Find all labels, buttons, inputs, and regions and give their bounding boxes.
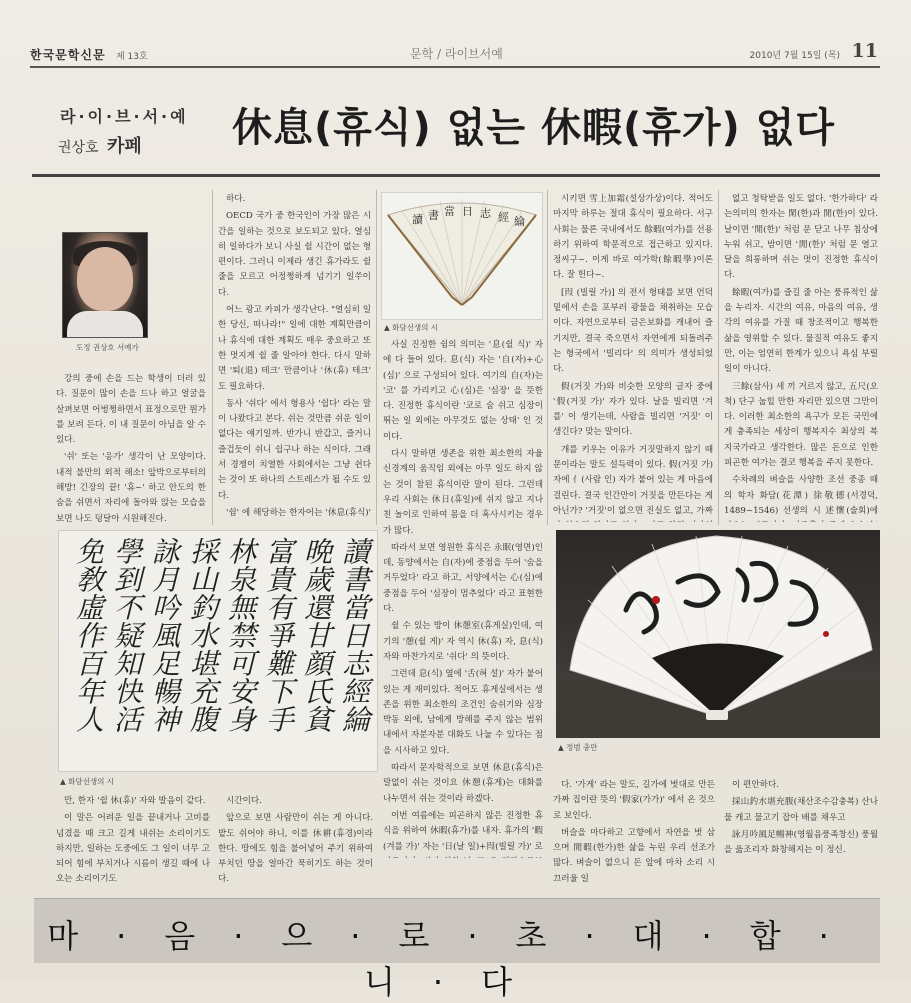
column-1-bottom [56, 794, 210, 890]
svg-text:日: 日 [462, 205, 473, 218]
photo-caption: 도정 권상호 서예가 [76, 343, 139, 352]
bottom-banner [34, 898, 880, 1001]
fan1-caption: ▲ 화담선생의 시 [384, 323, 439, 332]
paragraph: 다. '가게' 라는 말도, 길가에 벗대로 만든 가짜 집이란 뜻의 '假家(가가)' 에서 온 것으로 보인다. [553, 780, 715, 821]
author-tag: 카페 [107, 136, 142, 157]
author-photo [62, 232, 148, 338]
issue-date: 2010년 7월 15일 (목) [749, 51, 840, 61]
issue-number: 제 13호 [116, 52, 148, 62]
paragraph: 다시 말하면 생존을 위한 최소한의 자율신경계의 움직임 외에는 아무 일도 하지 않는 것이 참된 휴식이란 말이 된다. 그런데 우리 사회는 休日(휴일)에 쉬지 않고 지나친 놀이로 인하여 몸을 더 혹사시키는 경우가 많다. [383, 449, 543, 536]
calligraphy-line: 富貴有爭難下手 [262, 537, 295, 733]
column-divider [547, 190, 548, 525]
svg-text:志: 志 [480, 207, 491, 220]
paragraph: 쉴 수 있는 방이 休憩室(휴게실)인데, 여기의 '憩(쉴 게)' 자 역시 休(휴) 자, 息(식) 자와 마찬가지로 '쉬다' 의 뜻이다. [383, 621, 543, 662]
paragraph: OECD 국가 중 한국인이 가장 많은 시간을 일하는 것으로 보도되고 있다. 열심히 일하다가 보니 사실 쉴 시간이 없는 형편이다. 그러니 이제라 생긴 휴가라도 쉴 줄을 모르고 어정쩡하게 넘기기 일쑤이다. [218, 211, 371, 298]
banner-text: 마·음·으·로·초·대·합·니·다 [47, 917, 867, 1001]
paragraph: '쉼' 에 해당하는 한자어는 '休息(휴식)' [226, 507, 371, 518]
section-name: 문학 / 라이브서예 [410, 47, 503, 61]
paragraph: 假(거짓 가)와 비슷한 모양의 글자 중에 '假(거짓 가)' 자가 있다. 날을 빌리면 '겨를' 이 생기는데, 사람을 빌리면 '거짓' 이 생긴다? 맞는 말이다. [553, 381, 713, 438]
column-divider [718, 190, 719, 525]
page-header [30, 40, 880, 68]
photo-shirt [67, 311, 143, 337]
paragraph: 동사 '쉬다' 에서 형용사 '쉽다' 라는 말이 나왔다고 본다. 쉬는 것만큼 쉬운 일이 없다는 얘기일까. 반가니 반갑고, 즐거니 즐겁듯이 쉬니 쉽구나 하는 식이다. 그래서 경쟁이 치열한 사회에서는 그냥 쉰다는 것이 또 하나의 스트레스가 될 수도 있다. [218, 398, 371, 501]
paragraph: [叚 (빌릴 가)] 의 전서 형태를 보면 언덕 밑에서 손을 포부러 광물을 채취하는 모습이다. 자연으로부터 금은보화를 캐내어 즐기지만, 결국 죽으면서 자연에게 되돌려주는 형국에서 '빌리다' 의 의미가 생성되었다. [553, 287, 713, 375]
calligraphy-line: 免敎虛作百年人 [72, 537, 105, 733]
paragraph: 따라서 문자학적으로 보면 休息(휴식)은 말없이 쉬는 것이요 休憩(휴게)는 대화를 나누면서 쉬는 것이라 하겠다. [383, 763, 543, 804]
calligraphy-artwork [58, 530, 378, 772]
paragraph: 사실 진정한 쉼의 의미는 '息(쉴 식)' 자에 다 들어 있다. 息(식) 자는 '自(자)+心(심)' 으로 구성되어 있다. 여기의 自(자)는 '코' 를 가리키고 心(심)은 '심장' 을 뜻한다. 진정한 휴식이란 '코로 숨 쉬고 심장이 뛰는 일 외에는 아무것도 없는 상태' 인 것이다. [383, 340, 543, 442]
svg-text:書: 書 [428, 209, 439, 222]
column-2-bottom [218, 794, 373, 890]
fan-photo [556, 530, 880, 738]
calligraphy-caption: ▲ 화담선생의 시 [60, 777, 115, 786]
page-number: 11 [851, 40, 878, 62]
paragraph: 개를 키우는 이유가 거짓말하지 않기 때문이라는 말도 설득력이 있다. 假(거짓 가) 자에 亻(사람 인) 자가 붙어 있는 게 마음에 걸린다. 결국 인간만이 거짓을 만든다는 게 아닌가? '거짓'이 없으면 진실도 없고, 가짜 [553, 444, 713, 516]
column-divider [376, 190, 377, 525]
author-name: 권상호 [58, 140, 99, 156]
column-4-bottom [553, 778, 715, 890]
author-line [58, 132, 142, 158]
paragraph: 강의 중에 손을 드는 학생이 더러 있다. 질문이 많이 손을 드나 하고 얼굴을 살펴보면 어벙쩡하면서 표정으로만 뭔가를 보려 든다. 이 내 질문이 아님을 알 수 있다. [56, 374, 206, 446]
paragraph: 하다. [226, 194, 246, 204]
svg-text:經: 經 [498, 211, 509, 224]
paragraph: 이 말은 어려운 일을 끝내거나 고비를 넘겼을 때 크고 길게 내쉬는 소리이기도 하지만, 일하는 도중에도 그 일이 너무 고되어 힘에 부치거나 시름이 생길 때에 나오는 소리이기도 [56, 813, 210, 885]
column-1 [56, 372, 206, 522]
photo-face [77, 247, 133, 311]
svg-text:讀: 讀 [412, 213, 423, 226]
headline: 休息(휴식) 없는 休暇(휴가) 없다 [232, 105, 836, 151]
paragraph: 앞으로 보면 사람만이 쉬는 게 아니다. 밭도 쉬어야 하니, 이를 休耕(휴경)이라 한다. 땅에도 힘을 불어넣어 주기 위하여 부치던 땅을 얼마간 묵히기도 하는 것이다. [218, 813, 373, 885]
paragraph: 三餘(삼사) 세 끼 거르지 않고, 五尺(오척) 단구 눕힐 만한 자리만 있으면 그만이다. 이러한 최소한의 욕구가 모든 국민에게 충족되는 세상이 행복지수 최상의 복지국가라고 생각한다. 많은 돈으로 인한 피곤한 여가는 결코 행복을 주지 못한다. [724, 381, 878, 469]
paragraph: 시키면 雪上加霜(설상가상)이다. 적어도 마지막 하루는 절대 휴식이 필요하다. 서구 사회는 물론 국내에서도 餘暇(여가)를 선용하기 위하여 학문적으로 접근하고 있지다. 정씨구~. 이게 바로 여가학(餘暇學)이론다. 잘 헌다~. [553, 194, 713, 281]
fan-illustration [382, 193, 542, 319]
paragraph: '쉬' 또는 '응가' 생각이 난 모양이다. 내적 불만의 외적 해소! 앞박으로부터의 해방! 긴장의 끝! '휴~' 하고 안도의 한숨을 쉬면서 자리에 돌아와 앉는 모습을 보면 나도 덩달아 시원해진다. [56, 452, 206, 522]
title-rule [32, 174, 880, 177]
paragraph: 이번 여름에는 피곤하지 않은 진정한 휴식을 위하여 休暇(휴가)를 내자. 휴가의 '暇(겨를 가)' 자는 '日(날 일)+叚(빌릴 가)' 로 [383, 810, 543, 852]
calligraphy-line: 詠月吟風足暢神 [148, 537, 181, 733]
paragraph: 어느 광고 카피가 생각난다. "열심히 일한 당신, 떠나라!" 일에 대한 계획만큼이나 휴식에 대한 계획도 매우 중요하고 또한 멋지게 쉴 줄 알아야 한다. 다시 말하면 '퇴(退) 테크' 만큼이나 '休(휴) 테크' 도 필요하다. [218, 305, 371, 392]
paragraph: 만, 한자 '쉴 休(휴)' 자와 발음이 같다. [64, 796, 206, 806]
paragraph: 따라서 보면 영원한 휴식은 永眠(영면)인데, 동양에서는 自(자)에 중점을 두어 '숨을 거두었다' 라고 하고, 서양에서는 心(심)에 중점을 두어 '심장이 멈추었다' 라고 표현한다. [383, 542, 543, 615]
paragraph: 버슬을 마다하고 고향에서 자연을 벗 삼으며 閒暇(한가)한 삶을 누린 우리 선조가 많다. 벼슬이 없으니 돈 앞에 마차 소리 시끄러울 일 [553, 827, 715, 884]
calligraphy-line: 讀書當日志經綸 [338, 537, 371, 733]
paragraph: 採山釣水堪充腹(채산조수감충복) 산나물 캐고 물고기 잡아 배를 채우고 [724, 797, 878, 823]
paper-name: 한국문학신문 [30, 48, 106, 62]
fan-calligraphy-photo [381, 192, 543, 320]
column-divider [212, 190, 213, 525]
paragraph: 詠月吟風足暢神(영월음풍족창신) 풍월을 읊조리자 화창해지는 이 정신. [724, 829, 878, 856]
column-5-bottom [724, 778, 878, 890]
paragraph: 이 편안하다. [732, 780, 779, 790]
svg-text:當: 當 [444, 205, 455, 218]
paragraph: 그런데 息(식) 옆에 '舌(혀 설)' 자가 붙어 있는 게 재미있다. 적어도 휴게실에서는 생존을 위한 최소한의 조건인 숨쉬기와 심장 박동 외에, 남에게 방해를 주지 않는 범위 내에서 자분자분 대화도 나눌 수 있다는 점을 시사하고 있다. [383, 669, 543, 756]
column-3 [383, 338, 543, 858]
column-4 [553, 192, 713, 522]
svg-text:綸: 綸 [514, 215, 525, 228]
calligraphy-line: 晩歲還甘顔氏貧 [300, 537, 333, 733]
column-5 [724, 192, 878, 522]
fan2-caption: ▲ 정범 충만 [558, 743, 598, 752]
paragraph: 수차례의 벼슬을 사양한 조선 중종 때의 학자 화담(花潭) 徐敬德(서경덕, 1489~1546) 선생의 시 述懷(술회)에 [724, 475, 878, 516]
paragraph: 없고 청탁받을 일도 없다. '한가하다' 라는의미의 한자는 閑(한)과 閒(한)이 있다. 날이면 '閒(한)' 처럼 문 닫고 나무 침상에 누워 쉬고, 밤이면 '閒(한)' 처럼 문 열고 달을 희롱하며 쉬는 멋이 진정한 휴식이다. [724, 194, 878, 281]
paragraph: 餘暇(여가)를 즐길 줄 아는 풍류적인 삶을 누리자. 시간의 여유, 마음의 여유, 생각의 여유를 가질 때 창조적이고 행복한 삶을 영위할 수 있다. 물질적 여유도 좋지만, 이는 엄연히 한계가 있으니 욕심 부릴 일이 아니다. [724, 287, 878, 375]
calligraphy-line: 學到不疑知快活 [110, 537, 143, 733]
fan-photo-illustration [556, 530, 880, 738]
paragraph: 시간이다. [226, 796, 262, 806]
calligraphy-line: 林泉無禁可安身 [224, 537, 257, 733]
column-2 [218, 192, 371, 522]
column-kicker: 라·이·브·서·예 [60, 107, 189, 126]
calligraphy-line: 採山釣水堪充腹 [186, 537, 219, 733]
